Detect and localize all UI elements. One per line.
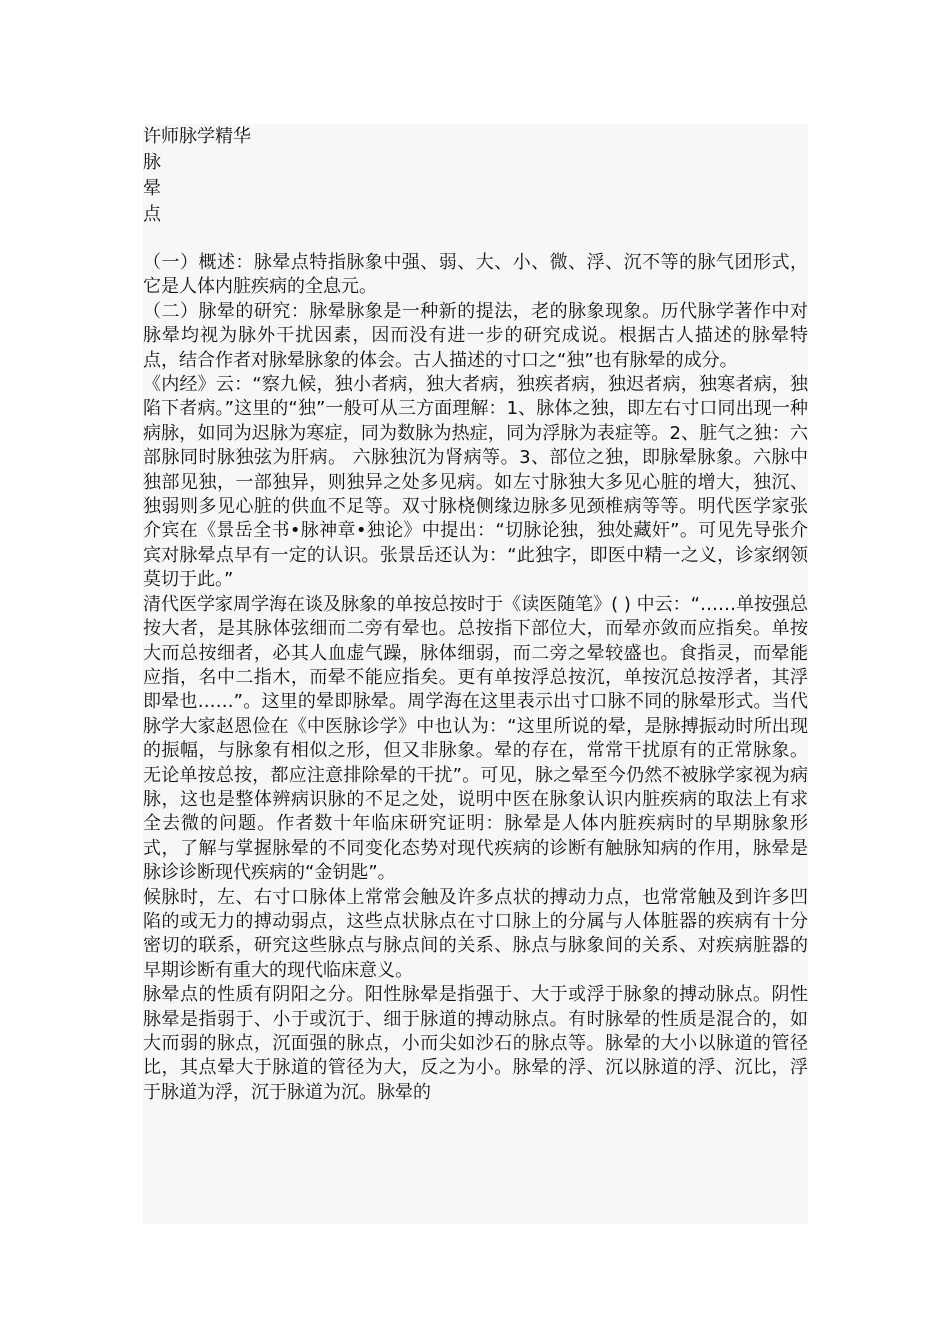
paragraph-yin-yang: 脉晕点的性质有阴阳之分。阳性脉晕是指强于、大于或浮于脉象的搏动脉点。阴性脉晕是指弱于、小于或沉于、细于脉道的搏动脉点。有时脉晕的性质是混合的，如大而弱的脉点，沉面强的脉点，小而尖如沙石的脉点等。脉晕的大小以脉道的管径比，其点晕大于脉道的管径为大，反之为小。脉晕的浮、沉以脉道的浮、沉比，浮于脉道为浮，沉于脉道为沉。脉晕的 <box>143 984 808 1103</box>
subtitle-char: 点 <box>143 204 161 225</box>
blank-line <box>143 228 808 251</box>
paragraph-pulse-points: 候脉时，左、右寸口脉体上常常会触及许多点状的搏动力点，也常常触及到许多凹陷的或无力的搏动弱点，这些点状脉点在寸口脉上的分属与人体脏器的疾病有十分密切的联系，研究这些脉点与脉点间的关系、脉点与脉象间的关系、对疾病脏器的早期诊断有重大的现代临床意义。 <box>143 886 808 981</box>
paragraph-research: （二）脉晕的研究：脉晕脉象是一种新的提法，老的脉象现象。历代脉学著作中对脉晕均视为脉外干扰因素，因而没有进一步的研究成说。根据古人描述的脉晕特点，结合作者对脉晕脉象的体会。古人描述的寸口之“独”也有脉晕的成分。 <box>143 300 808 371</box>
document-page <box>143 124 808 1224</box>
subtitle-char: 脉 <box>143 152 161 173</box>
paragraph-zhou-xuehai: 清代医学家周学海在谈及脉象的单按总按时于《读医随笔》( ) 中云：“……单按强总按大者，是其脉体弦细而二旁有晕也。总按指下部位大，而晕亦敛而应指矣。单按大而总按细者，必其人血虚气躁，脉体细弱，而二旁之晕较盛也。食指灵，而晕能应指，名中二指木，而晕不能应指矣。更有单按浮总按沉，单按沉总按浮者，其浮即晕也……”。这里的晕即脉晕。周学海在这里表示出寸口脉不同的脉晕形式。当代脉学大家赵恩俭在《中医脉诊学》中也认为：“这里所说的晕，是脉搏振动时所出现的振幅，与脉象有相似之形，但又非脉象。晕的存在，常常干扰原有的正常脉象。无论单按总按，都应注意排除晕的干扰”。可见，脉之晕至今仍然不被脉学家视为病脉，这也是整体辨病识脉的不足之处，说明中医在脉象认识内脏疾病的取法上有求全去微的问题。作者数十年临床研究证明：脉晕是人体内脏疾病时的早期脉象形式，了解与掌握脉晕的不同变化态势对现代疾病的诊断有触脉知病的作用，脉晕是脉诊诊断现代疾病的“金钥匙”。 <box>143 593 808 884</box>
subtitle-char: 晕 <box>143 178 161 199</box>
paragraph-overview: （一）概述：脉晕点特指脉象中强、弱、大、小、微、浮、沉不等的脉气团形式，它是人体内脏疾病的全息元。 <box>143 252 808 298</box>
title-block <box>143 124 808 228</box>
paragraph-neijing: 《内经》云：“察九候，独小者病，独大者病，独疾者病，独迟者病，独寒者病，独陷下者病。”这里的“独”一般可从三方面理解：1、脉体之独，即左右寸口同出现一种病脉，如同为迟脉为寒症，同为数脉为热症，同为浮脉为表症等。2、脏气之独：六部脉同时脉独弦为肝病。 六脉独沉为肾病等。3、部位之独，即脉晕脉象。六脉中独部见独，一部独异，则独异之处多见病。如左寸脉独大多见心脏的增大，独沉、独弱则多见心脏的供血不足等。双寸脉桡侧缘边脉多见颈椎病等等。明代医学家张介宾在《景岳全书•脉神章•独论》中提出：“切脉论独，独处藏奸”。可见先导张介宾对脉晕点早有一定的认识。张景岳还认为：“此独字，即医中精一之义，诊家纲领莫切于此。” <box>143 374 808 591</box>
document-title: 许师脉学精华 <box>143 126 251 147</box>
